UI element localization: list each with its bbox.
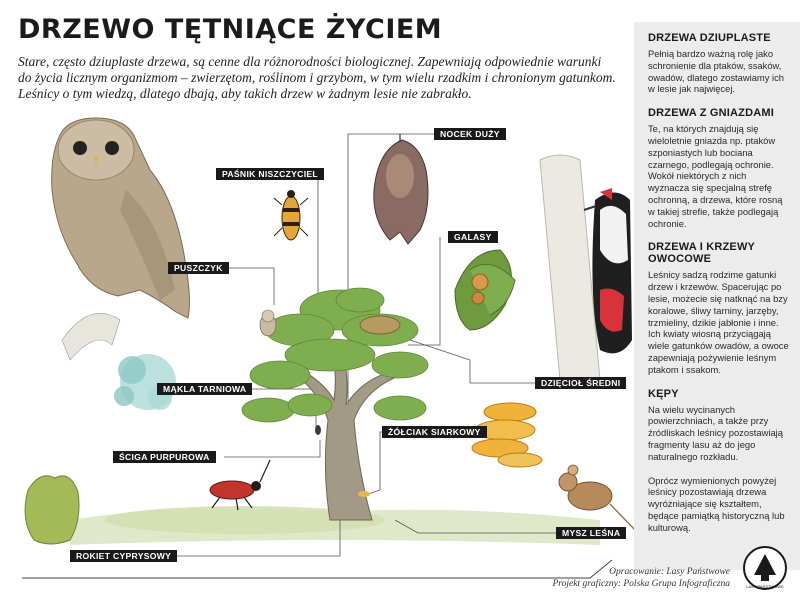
bat-illustration <box>374 134 428 244</box>
sciga-beetle <box>210 460 270 510</box>
makla-illustration <box>114 354 176 410</box>
section-gniazda <box>648 107 790 229</box>
galasy-illustration <box>455 250 515 330</box>
section-heading: KĘPY <box>648 387 679 400</box>
pasnik-beetle <box>274 190 308 240</box>
logo-text: LASY PAŃSTWOWE <box>746 584 784 589</box>
small-owl <box>260 310 276 336</box>
credit-line-2: Projekt graficzny: Polska Grupa Infograficzna <box>552 579 730 589</box>
section-kepy <box>648 388 790 534</box>
section-text: Te, na których znajdują się wieloletnie gniazda np. ptaków szponiastych lub bociana czarnego, podlegają ochronie. Wokół niektórych z nich wyznacza się specjalną strefę ochronną, a drzewa, które rosną w takiej strefie, także podlegają ochronie. <box>648 123 783 229</box>
page-title: DRZEWO TĘTNIĄCE ŻYCIEM <box>18 14 443 45</box>
label-sciga: ŚCIGA PURPUROWA <box>113 451 216 463</box>
label-nocek: NOCEK DUŻY <box>434 128 506 140</box>
label-dzieciol: DZIĘCIOŁ ŚREDNI <box>535 377 626 389</box>
woodpecker-illustration <box>540 155 632 385</box>
credit-line-1: Opracowanie: Lasy Państwowe <box>609 567 730 577</box>
info-sidebar <box>634 22 800 570</box>
section-text: Leśnicy sadzą rodzime gatunki drzew i krzewów. Spacerując po lesie, możecie się natknąć na bzy koralowe, śliwy tarniny, jarzęby, trzmieliny, dzikie jabłonie i inne. Ich kwiaty wiosną przyciągają wiele gatunków owadów, a owoce zapewniają pożywienie leśnym ptakom i ssakom. <box>648 269 789 375</box>
label-makla: MĄKLA TARNIOWA <box>157 383 252 395</box>
label-pasnik: PAŚNIK NISZCZYCIEL <box>216 168 324 180</box>
section-heading: DRZEWA DZIUPLASTE <box>648 32 771 44</box>
label-rokiet: ROKIET CYPRYSOWY <box>70 550 177 562</box>
bottom-line <box>22 560 612 578</box>
section-heading: DRZEWA Z GNIAZDAMI <box>648 107 775 120</box>
section-text: Pełnią bardzo ważną rolę jako schronienie dla ptaków, ssaków, owadów, dlatego zostawiamy ich w lesie jak najwięcej. <box>648 48 785 95</box>
section-text: Na wielu wycinanych powierzchniach, a także przy źródliskach leśnicy pozostawiają fragmenty lasu aż do jego naturalnego rozkładu. <box>648 403 783 462</box>
intro-text: Stare, często dziuplaste drzewa, są cenne dla różnorodności biologicznej. Zapewniają odpowiednie warunki do życia licznym organizmom – zwierzętom, roślinom i grzybom, w tym wielu rzadkim i chronionym gatunkom. Leśnicy o tym wiedzą, dlatego dbają, aby takich drzew w żadnym lesie nie zabrakło. <box>18 54 616 101</box>
label-puszczyk: PUSZCZYK <box>168 262 229 274</box>
lasy-panstwowe-logo <box>742 545 788 591</box>
section-heading: DRZEWA I KRZEWY OWOCOWE <box>648 241 755 266</box>
label-mysz: MYSZ LEŚNA <box>556 527 626 539</box>
label-zolciak: ŻÓŁCIAK SIARKOWY <box>382 426 487 438</box>
section-text: Oprócz wymienionych powyżej leśnicy pozostawiają drzewa wyróżniające się kształtem, będące pamiątką historyczną lub kulturową. <box>648 474 785 533</box>
label-galasy: GALASY <box>448 231 498 243</box>
section-dziuplaste <box>648 32 790 95</box>
credits <box>553 566 731 590</box>
rokiet-illustration <box>25 476 79 544</box>
section-owocowe <box>648 241 790 375</box>
owl-illustration <box>52 118 190 360</box>
